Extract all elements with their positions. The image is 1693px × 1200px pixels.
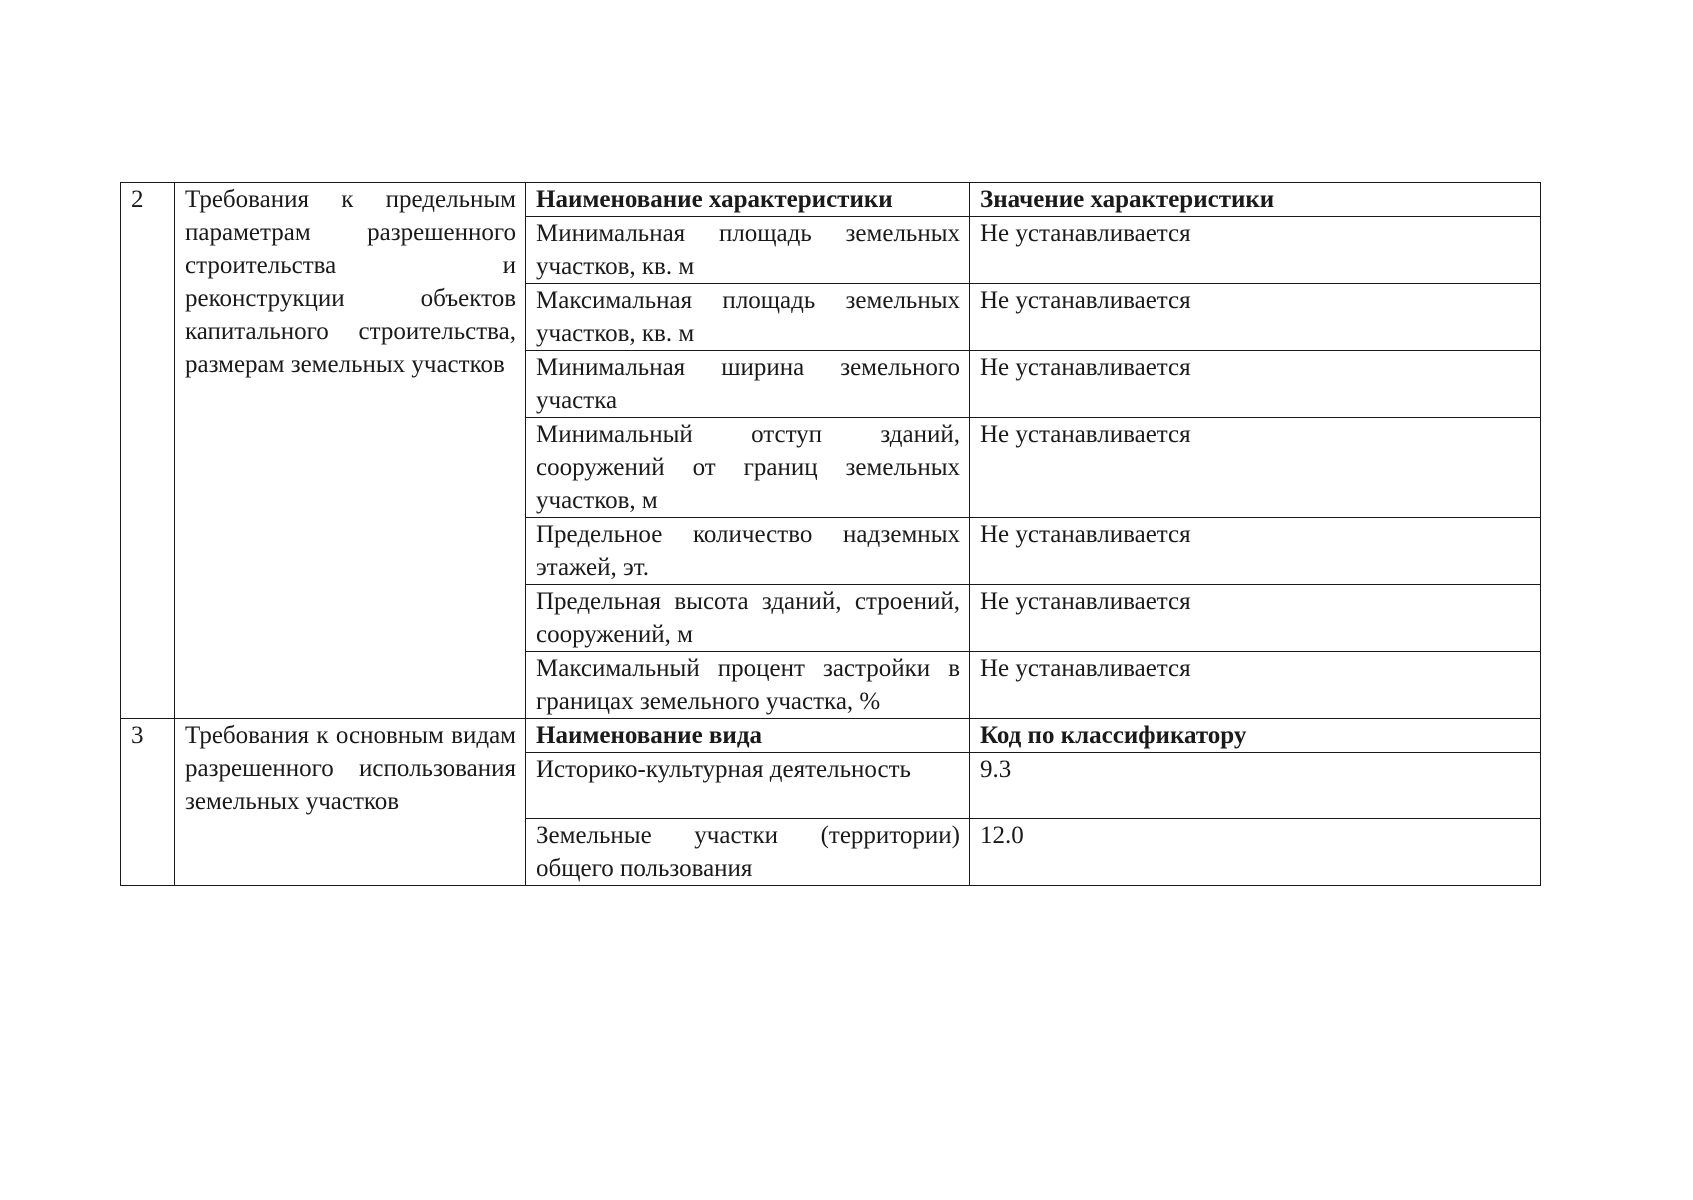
characteristic-name: Предельная высота зданий, строений, сооружений, м — [526, 585, 970, 652]
characteristic-value: Не устанавливается — [970, 351, 1541, 418]
column-header-name: Наименование вида — [526, 719, 970, 753]
section-number: 2 — [121, 183, 175, 719]
characteristic-value: Не устанавливается — [970, 217, 1541, 284]
characteristic-name: Минимальная ширина земельного участка — [526, 351, 970, 418]
column-header-value: Код по классификатору — [970, 719, 1541, 753]
characteristic-name: Минимальный отступ зданий, сооружений от границ земельных участков, м — [526, 418, 970, 518]
section-requirement: Требования к предельным параметрам разрешенного строительства и реконструкции объектов капитального строительства, размерам земельных участков — [175, 183, 526, 719]
characteristic-name: Максимальная площадь земельных участков, кв. м — [526, 284, 970, 351]
characteristic-value: Не устанавливается — [970, 418, 1541, 518]
characteristic-value: Не устанавливается — [970, 585, 1541, 652]
column-header-value: Значение характеристики — [970, 183, 1541, 217]
characteristic-name: Максимальный процент застройки в границах земельного участка, % — [526, 652, 970, 719]
column-header-name: Наименование характеристики — [526, 183, 970, 217]
requirements-table — [120, 182, 1541, 886]
use-type-name: Историко-культурная деятельность — [526, 753, 970, 819]
section-number: 3 — [121, 719, 175, 886]
table-row — [121, 183, 1541, 217]
characteristic-value: Не устанавливается — [970, 518, 1541, 585]
classifier-code: 12.0 — [970, 819, 1541, 886]
use-type-name: Земельные участки (территории) общего пользования — [526, 819, 970, 886]
characteristic-value: Не устанавливается — [970, 284, 1541, 351]
classifier-code: 9.3 — [970, 753, 1541, 819]
characteristic-value: Не устанавливается — [970, 652, 1541, 719]
section-requirement: Требования к основным видам разрешенного использования земельных участков — [175, 719, 526, 886]
characteristic-name: Минимальная площадь земельных участков, кв. м — [526, 217, 970, 284]
characteristic-name: Предельное количество надземных этажей, эт. — [526, 518, 970, 585]
table-row — [121, 719, 1541, 753]
